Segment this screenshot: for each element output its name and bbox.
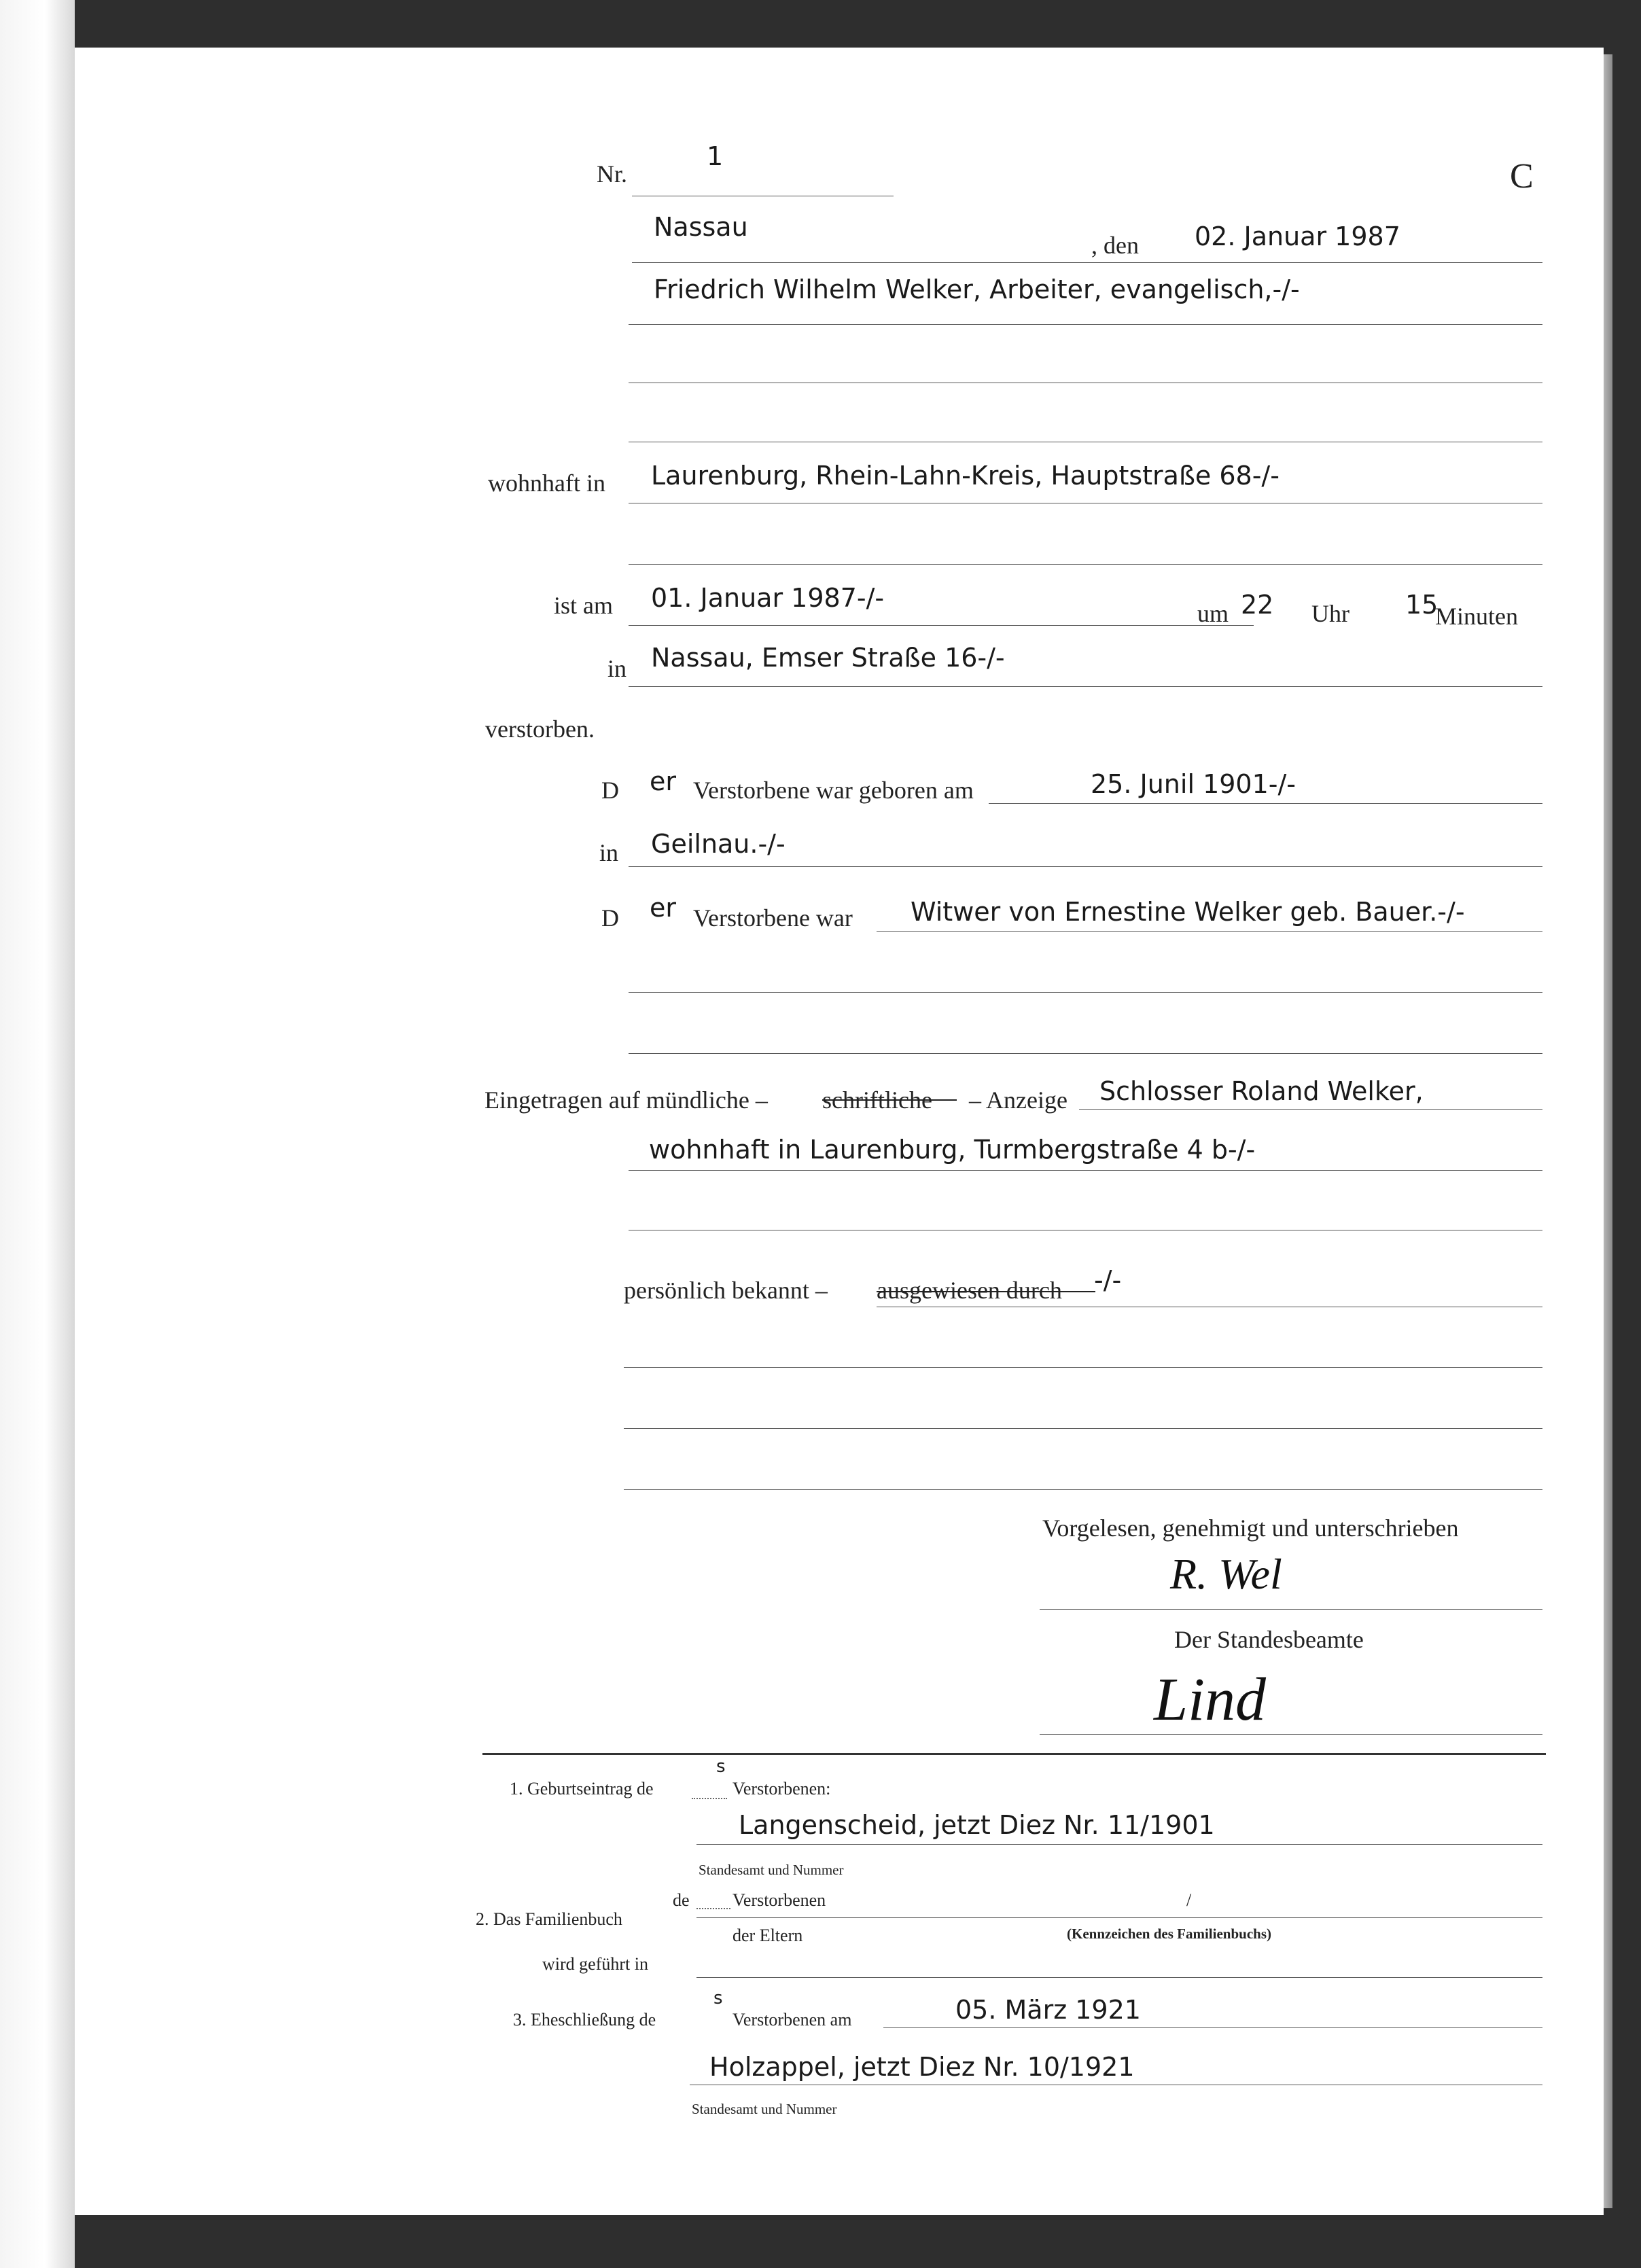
- footer-item2-label: 2. Das Familienbuch: [476, 1909, 622, 1929]
- registration-label-1: Eingetragen auf mündliche –: [484, 1086, 768, 1114]
- place-date-line: [632, 262, 1542, 263]
- registration-label-2: – Anzeige: [969, 1086, 1067, 1114]
- uhr-label: Uhr: [1311, 600, 1349, 627]
- informant-signature: R. Wel: [1170, 1550, 1282, 1598]
- official-signature: Lind: [1154, 1666, 1267, 1733]
- footer-item2-caption: (Kennzeichen des Familienbuchs): [1067, 1926, 1272, 1942]
- death-place: Nassau, Emser Straße 16-/-: [651, 643, 1005, 673]
- left-page-edge: [0, 0, 75, 2268]
- birth-date-line: [989, 803, 1542, 804]
- place-of-registration: Nassau: [654, 212, 748, 242]
- footer-item2-line-2: [696, 1977, 1542, 1978]
- minuten-label: Minuten: [1435, 603, 1518, 630]
- footer-item3-label: 3. Eheschließung de: [513, 2010, 656, 2030]
- footer-item1-caption: Standesamt und Nummer: [699, 1862, 844, 1878]
- informant-line-2: wohnhaft in Laurenburg, Turmbergstraße 4 b-/-: [649, 1135, 1256, 1165]
- standesbeamte-label: Der Standesbeamte: [1174, 1626, 1364, 1653]
- verstorben-label: verstorben.: [485, 715, 595, 743]
- den-label: , den: [1091, 232, 1139, 259]
- status-d-label: D: [601, 904, 619, 932]
- death-minutes: 15: [1405, 590, 1439, 620]
- identity-struck-option: ausgewiesen durch: [877, 1277, 1062, 1304]
- ist-am-label: ist am: [554, 592, 613, 619]
- footer-item1-label: 1. Geburtseintrag de: [510, 1779, 654, 1799]
- death-place-in-label: in: [607, 655, 627, 682]
- residence-value: Laurenburg, Rhein-Lahn-Kreis, Hauptstraße 68-/-: [651, 461, 1280, 491]
- footer-item2-label-b: wird geführt in: [542, 1954, 648, 1974]
- footer-item3-date-line: [883, 2027, 1542, 2028]
- death-place-line: [629, 686, 1542, 687]
- footer-item2-option-1: Verstorbenen: [733, 1890, 826, 1910]
- identity-fill: -/-: [1094, 1265, 1122, 1295]
- footer-item1-dots: [692, 1798, 727, 1799]
- footer-item3-caption: Standesamt und Nummer: [692, 2101, 837, 2117]
- footer-item3-label-b: Verstorbenen am: [733, 2010, 852, 2030]
- informant-line-1: Schlosser Roland Welker,: [1099, 1076, 1424, 1106]
- registration-struck-option: schriftliche: [822, 1086, 932, 1114]
- marital-status: Witwer von Ernestine Welker geb. Bauer.-/-: [911, 897, 1465, 927]
- vorgelesen-text: Vorgelesen, genehmigt und unterschrieben: [1042, 1514, 1459, 1542]
- birth-er-fill: er: [650, 766, 677, 796]
- nr-value: 1: [707, 141, 724, 171]
- blank-line-2: [624, 1428, 1542, 1429]
- informant-line-rule-1: [1079, 1109, 1542, 1110]
- death-register-page: [75, 48, 1604, 2215]
- identity-strike-line: [877, 1291, 1095, 1292]
- marriage-date: 05. März 1921: [955, 1995, 1141, 2025]
- registration-date: 02. Januar 1987: [1195, 222, 1400, 251]
- um-label: um: [1197, 600, 1229, 627]
- birth-d-label: D: [601, 777, 619, 804]
- deceased-identity: Friedrich Wilhelm Welker, Arbeiter, evangelisch,-/-: [654, 274, 1300, 304]
- status-line-2: [629, 992, 1542, 993]
- birth-place-in-label: in: [599, 839, 619, 866]
- nr-label: Nr.: [597, 160, 627, 188]
- footer-item2-line: [696, 1917, 1542, 1918]
- footer-item1-fill: s: [716, 1756, 726, 1777]
- blank-line-3: [624, 1489, 1542, 1490]
- identity-label: persönlich bekannt –: [624, 1277, 828, 1304]
- death-hour: 22: [1241, 590, 1274, 620]
- footer-item2-dots: [696, 1908, 730, 1909]
- status-line-3: [629, 1053, 1542, 1054]
- footer-item1-line: [696, 1844, 1542, 1845]
- birth-date: 25. Junil 1901-/-: [1091, 769, 1296, 799]
- footer-divider: [482, 1753, 1546, 1755]
- death-date: 01. Januar 1987-/-: [651, 583, 885, 613]
- blank-line-1: [624, 1367, 1542, 1368]
- status-er-fill: er: [650, 893, 677, 923]
- residence-line-2: [629, 564, 1542, 565]
- residence-label: wohnhaft in: [488, 469, 605, 497]
- marriage-reference: Holzappel, jetzt Diez Nr. 10/1921: [709, 2052, 1135, 2082]
- birth-label: Verstorbene war geboren am: [693, 777, 974, 804]
- official-signature-line: [1040, 1734, 1542, 1735]
- footer-item2-slash: /: [1186, 1890, 1192, 1910]
- status-label: Verstorbene war: [693, 904, 853, 932]
- footer-item2-de: de: [673, 1890, 690, 1910]
- informant-signature-line: [1040, 1609, 1542, 1610]
- death-date-line: [629, 625, 1254, 626]
- footer-item2-option-2: der Eltern: [733, 1926, 803, 1945]
- status-line-1: [877, 931, 1542, 932]
- identity-line-1: [629, 324, 1542, 325]
- series-letter: C: [1510, 157, 1534, 196]
- birth-place-line: [629, 866, 1542, 867]
- strike-through-line: [822, 1099, 957, 1101]
- birth-place: Geilnau.-/-: [651, 829, 786, 859]
- footer-item3-fill: s: [713, 1988, 723, 2008]
- footer-item1-label-b: Verstorbenen:: [733, 1779, 831, 1799]
- birth-entry-reference: Langenscheid, jetzt Diez Nr. 11/1901: [739, 1810, 1215, 1840]
- informant-line-rule-2: [629, 1170, 1542, 1171]
